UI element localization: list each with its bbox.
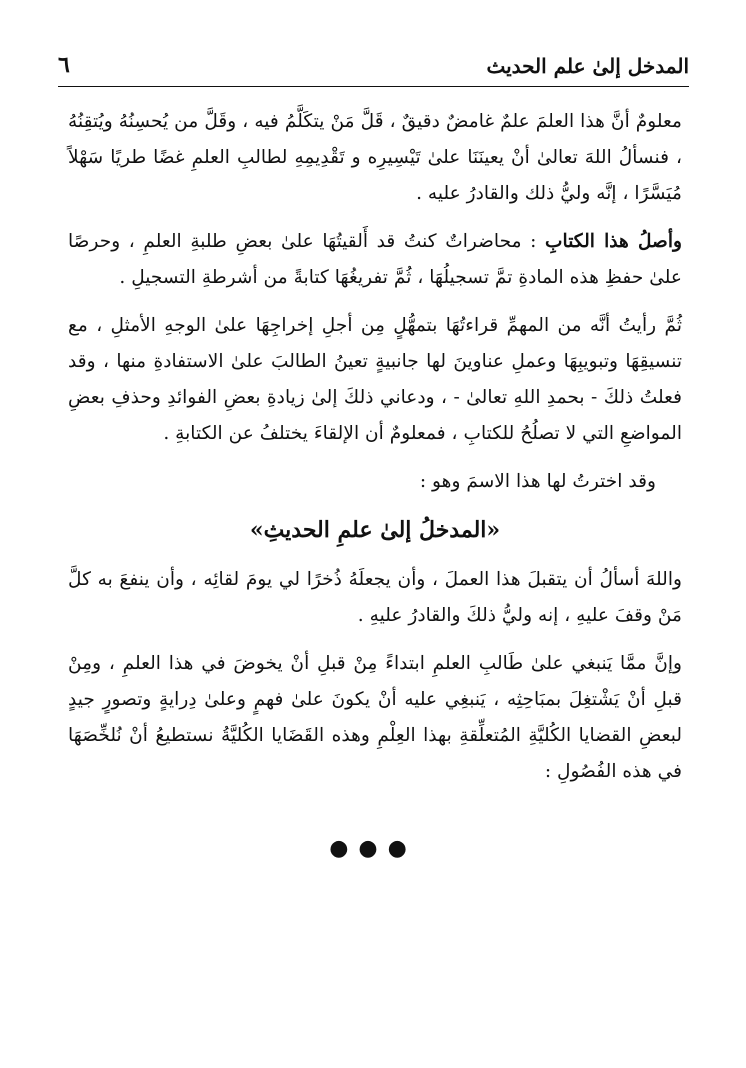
paragraph-text: وإنَّ ممَّا يَنبغي علىٰ طَالبِ العلمِ ابتداءً مِنْ قبلِ أنْ يخوضَ في هذا العلمِ ، ومِنْ قبلِ أنْ يَشْتغِلَ بمبَاحِثِه ، يَنبغِي عليه أنْ يكونَ علىٰ فهمٍ وعلىٰ دِرايةٍ وتصورٍ جيدٍ لبعضِ القضايا الكُليَّةِ المُتعلِّقةِ بهذا العِلْمِ وهذه القَضَايا الكُليَّةُ نستطيعُ أنْ نُلخِّصَهَا في هذه الفُصُولِ : (68, 653, 682, 782)
paragraph-text: ثُمَّ رأيتُ أنَّه من المهمِّ قراءتُهَا بتمهُّلٍ مِن أجلِ إخراجِهَا علىٰ الوجهِ الأمثلِ ، مع تنسيقِهَا وتبويبِهَا وعملِ عناوينَ لها جانبيةٍ تعينُ الطالبَ علىٰ الاستفادةِ منها ، وقد فعلتُ ذلكَ - بحمدِ اللهِ تعالىٰ - ، ودعاني ذلكَ إلىٰ زيادةِ بعضِ الفوائدِ وحذفِ بعضِ المواضعِ التي لا تصلُحُ للكتابِ ، فمعلومٌ أن الإلقاءَ يختلفُ عن الكتابةِ . (68, 315, 682, 444)
paragraph-preface (68, 646, 682, 790)
page-number: ٦ (58, 52, 70, 78)
paragraph-text: وقد اخترتُ لها هذا الاسمَ وهو : (419, 471, 656, 492)
running-header-title: المدخل إلىٰ علم الحديث (486, 54, 689, 78)
running-header (58, 52, 689, 84)
paragraph-text: معلومٌ أنَّ هذا العلمَ علمٌ غامضٌ دقيقٌ ، قَلَّ مَنْ يتكَلَّمُ فيه ، وقَلَّ من يُحسِنُهُ ويُتقِنُهُ ، فنسألُ اللهَ تعالىٰ أنْ يعينَنَا علىٰ تَيْسِيرِه و تَقْدِيمِهِ لطالبِ العلمِ غضًا طريًا سَهْلاً مُيَسَّرًا ، إنَّه وليُّ ذلك والقادرُ عليه . (68, 111, 682, 204)
header-divider (58, 86, 689, 87)
paragraph-text: واللهَ أسألُ أن يتقبلَ هذا العملَ ، وأن يجعلَهُ ذُخرًا لي يومَ لقائِه ، وأن ينفعَ به كلَّ مَنْ وقفَ عليهِ ، إنه وليُّ ذلكَ والقادرُ عليهِ . (68, 569, 682, 626)
paragraph-intro (68, 104, 682, 212)
paragraph-editing (68, 308, 682, 452)
body-text (68, 104, 682, 802)
paragraph-prayer (68, 562, 682, 634)
section-ornament: ●●● (329, 836, 417, 861)
paragraph-origin (68, 224, 682, 296)
book-title: «المدخلُ إلىٰ علمِ الحديثِ» (249, 517, 501, 543)
paragraph-text: : محاضراتٌ كنتُ قد أَلقيتُهَا علىٰ بعضِ طلبةِ العلمِ ، وحرصًا علىٰ حفظِ هذه المادةِ تمَّ تسجيلُهَا ، ثُمَّ تفريغُهَا كتابةً من أشرطةِ التسجيلِ . (68, 231, 682, 288)
paragraph-naming (68, 464, 682, 500)
paragraph-lead: وأصلُ هذا الكتابِ (545, 231, 682, 252)
